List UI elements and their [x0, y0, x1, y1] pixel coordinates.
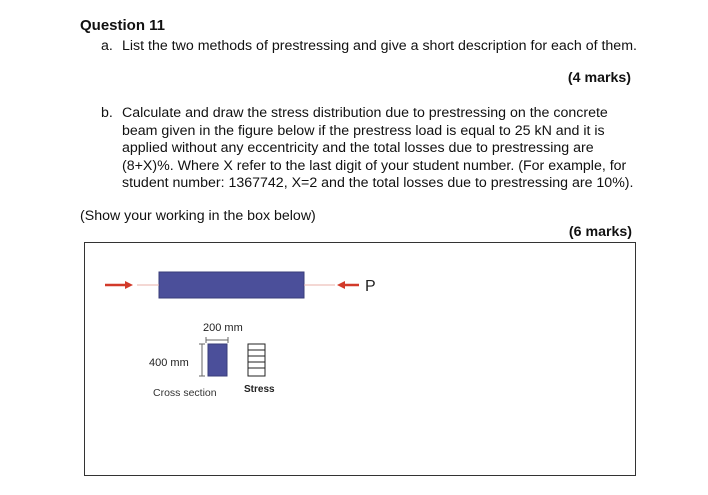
- part-b-marks: (6 marks): [568, 224, 632, 240]
- right-prestress-arrow: [337, 281, 359, 289]
- stress-label: Stress: [244, 384, 275, 395]
- question-title: Question 11: [80, 17, 166, 34]
- working-box[interactable]: [84, 242, 636, 476]
- beam-figure: [85, 243, 637, 477]
- height-dimension-line: [199, 344, 205, 376]
- part-a-text: List the two methods of prestressing and give a short description for each of them.: [122, 38, 637, 54]
- part-b-text: Calculate and draw the stress distribution due to prestressing on the concrete beam given in the figure below if the prestress load is equal to 25 kN and it is applied without any eccentricity and the total losses due to prestressing are (8+X)%. Where X refer to the last digit of your student number. (For example, for student number: 1367742, X=2 and the total losses due to prestressing are 10%).: [122, 105, 634, 192]
- load-label: P: [365, 278, 376, 295]
- cross-section: [208, 344, 227, 376]
- beam-elevation: [159, 272, 304, 298]
- stress-block: [248, 344, 265, 376]
- width-dimension-line: [206, 337, 228, 343]
- width-dimension-label: 200 mm: [203, 322, 243, 334]
- part-b-letter: b.: [101, 105, 113, 121]
- part-a-letter: a.: [101, 38, 113, 54]
- part-a-marks: (4 marks): [567, 70, 631, 86]
- working-instruction: (Show your working in the box below): [80, 208, 316, 224]
- left-prestress-arrow: [105, 281, 133, 289]
- cross-section-label: Cross section: [153, 387, 217, 399]
- height-dimension-label: 400 mm: [149, 357, 189, 369]
